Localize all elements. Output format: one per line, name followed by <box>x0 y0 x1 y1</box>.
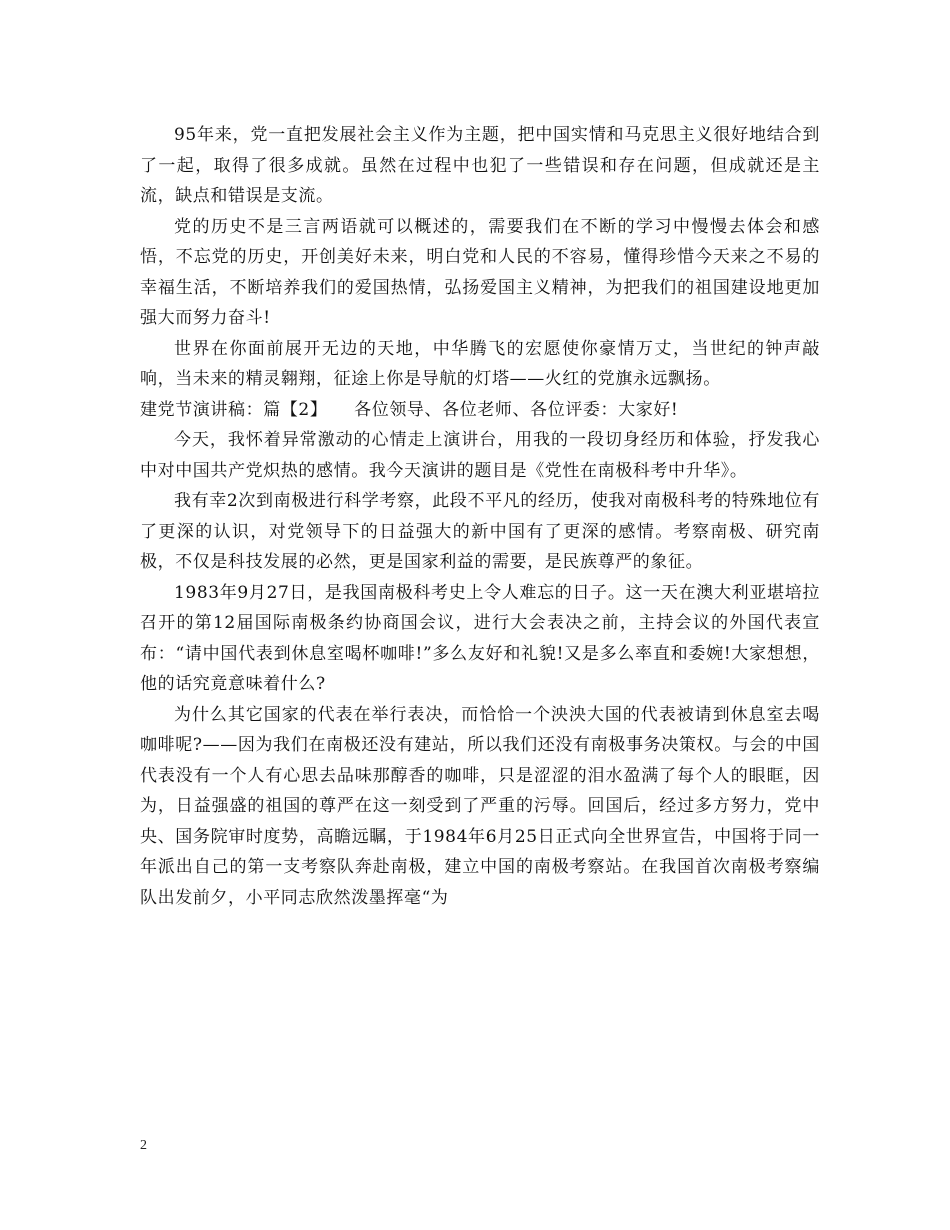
section-heading: 建党节演讲稿：篇【2】 各位领导、各位老师、各位评委：大家好! <box>140 399 679 420</box>
document-body <box>140 120 820 913</box>
page-number: 2 <box>140 1138 147 1153</box>
paragraph-6: 1983年9月27日，是我国南极科考史上令人难忘的日子。这一天在澳大利亚堪培拉召开的第12届国际南极条约协商国会议，进行大会表决之前，主持会议的外国代表宣布：“请中国代表到休息室喝杯咖啡!”多么友好和礼貌!又是多么率直和委婉!大家想想，他的话究竟意味着什么? <box>140 582 820 694</box>
paragraph-4: 今天，我怀着异常激动的心情走上演讲台，用我的一段切身经历和体验，抒发我心中对中国共产党炽热的感情。我今天演讲的题目是《党性在南极科考中升华》。 <box>140 430 820 481</box>
paragraph-1: 95年来，党一直把发展社会主义作为主题，把中国实情和马克思主义很好地结合到了一起，取得了很多成就。虽然在过程中也犯了一些错误和存在问题，但成就还是主流，缺点和错误是支流。 <box>140 125 820 206</box>
paragraph-2: 党的历史不是三言两语就可以概述的，需要我们在不断的学习中慢慢去体会和感悟，不忘党的历史，开创美好未来，明白党和人民的不容易，懂得珍惜今天来之不易的幸福生活，不断培养我们的爱国热情，弘扬爱国主义精神，为把我们的祖国建设地更加强大而努力奋斗! <box>140 216 820 328</box>
paragraph-5: 我有幸2次到南极进行科学考察，此段不平凡的经历，使我对南极科考的特殊地位有了更深的认识，对党领导下的日益强大的新中国有了更深的感情。考察南极、研究南极，不仅是科技发展的必然，更是国家利益的需要，是民族尊严的象征。 <box>140 491 820 572</box>
paragraph-3: 世界在你面前展开无边的天地，中华腾飞的宏愿使你豪情万丈，当世纪的钟声敲响，当未来的精灵翱翔，征途上你是导航的灯塔——火红的党旗永远飘扬。 <box>140 338 820 389</box>
paragraph-7: 为什么其它国家的代表在举行表决，而恰恰一个泱泱大国的代表被请到休息室去喝咖啡呢?——因为我们在南极还没有建站，所以我们还没有南极事务决策权。与会的中国代表没有一个人有心思去品味那醇香的咖啡，只是涩涩的泪水盈满了每个人的眼眶，因为，日益强盛的祖国的尊严在这一刻受到了严重的污辱。回国后，经过多方努力，党中央、国务院审时度势，高瞻远瞩，于1984年6月25日正式向全世界宣告，中国将于同一年派出自己的第一支考察队奔赴南极，建立中国的南极考察站。在我国首次南极考察编队出发前夕，小平同志欣然泼墨挥毫“为 <box>140 704 820 908</box>
